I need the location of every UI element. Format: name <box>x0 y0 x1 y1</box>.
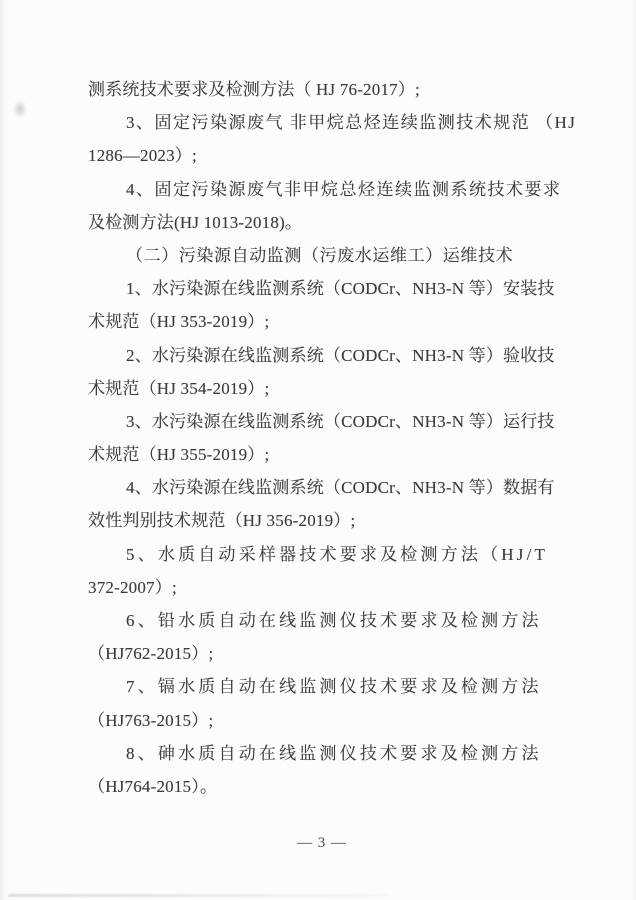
scan-left-shadow <box>0 0 6 900</box>
doc-line: （HJ764-2015）。 <box>88 776 218 796</box>
document-body <box>88 73 577 803</box>
scan-smudge-mark <box>13 100 27 118</box>
doc-line: 7、镉水质自动在线监测仪技术要求及检测方法 <box>126 677 542 697</box>
doc-line: 372-2007）; <box>88 577 177 597</box>
doc-line: 1286—2023）; <box>88 146 197 166</box>
doc-line: 3、水污染源在线监测系统（CODCr、NH3-N 等）运行技 <box>126 411 555 431</box>
doc-line: 4、水污染源在线监测系统（CODCr、NH3-N 等）数据有 <box>126 478 555 498</box>
doc-line: 6、铅水质自动在线监测仪技术要求及检测方法 <box>126 611 542 630</box>
doc-line: （HJ762-2015）; <box>88 644 214 664</box>
doc-line: （HJ763-2015）; <box>88 710 214 730</box>
doc-line: 术规范（HJ 355-2019）; <box>88 445 270 465</box>
doc-section-heading: （二）污染源自动监测（污废水运维工）运维技术 <box>126 245 514 265</box>
scan-right-shadow <box>632 0 636 900</box>
doc-line: 3、固定污染源废气 非甲烷总烃连续监测技术规范 （HJ <box>126 113 577 133</box>
doc-line: 及检测方法(HJ 1013-2018)。 <box>88 212 303 232</box>
doc-line: 8、砷水质自动在线监测仪技术要求及检测方法 <box>126 743 542 763</box>
doc-line: 术规范（HJ 354-2019）; <box>88 378 270 398</box>
doc-line: 2、水污染源在线监测系统（CODCr、NH3-N 等）验收技 <box>126 345 555 365</box>
doc-line: 4、固定污染源废气非甲烷总烃连续监测系统技术要求 <box>126 179 562 199</box>
doc-line: 测系统技术要求及检测方法（ HJ 76-2017）; <box>88 80 420 99</box>
scan-bottom-edge-artifact <box>8 894 390 897</box>
doc-line: 术规范（HJ 353-2019）; <box>88 312 270 332</box>
doc-line: 效性判别技术规范（HJ 356-2019）; <box>88 511 356 531</box>
doc-line: 1、水污染源在线监测系统（CODCr、NH3-N 等）安装技 <box>126 279 555 299</box>
page-number: — 3 — <box>297 835 347 851</box>
doc-line: 5、水质自动采样器技术要求及检测方法（HJ/T <box>126 544 549 564</box>
